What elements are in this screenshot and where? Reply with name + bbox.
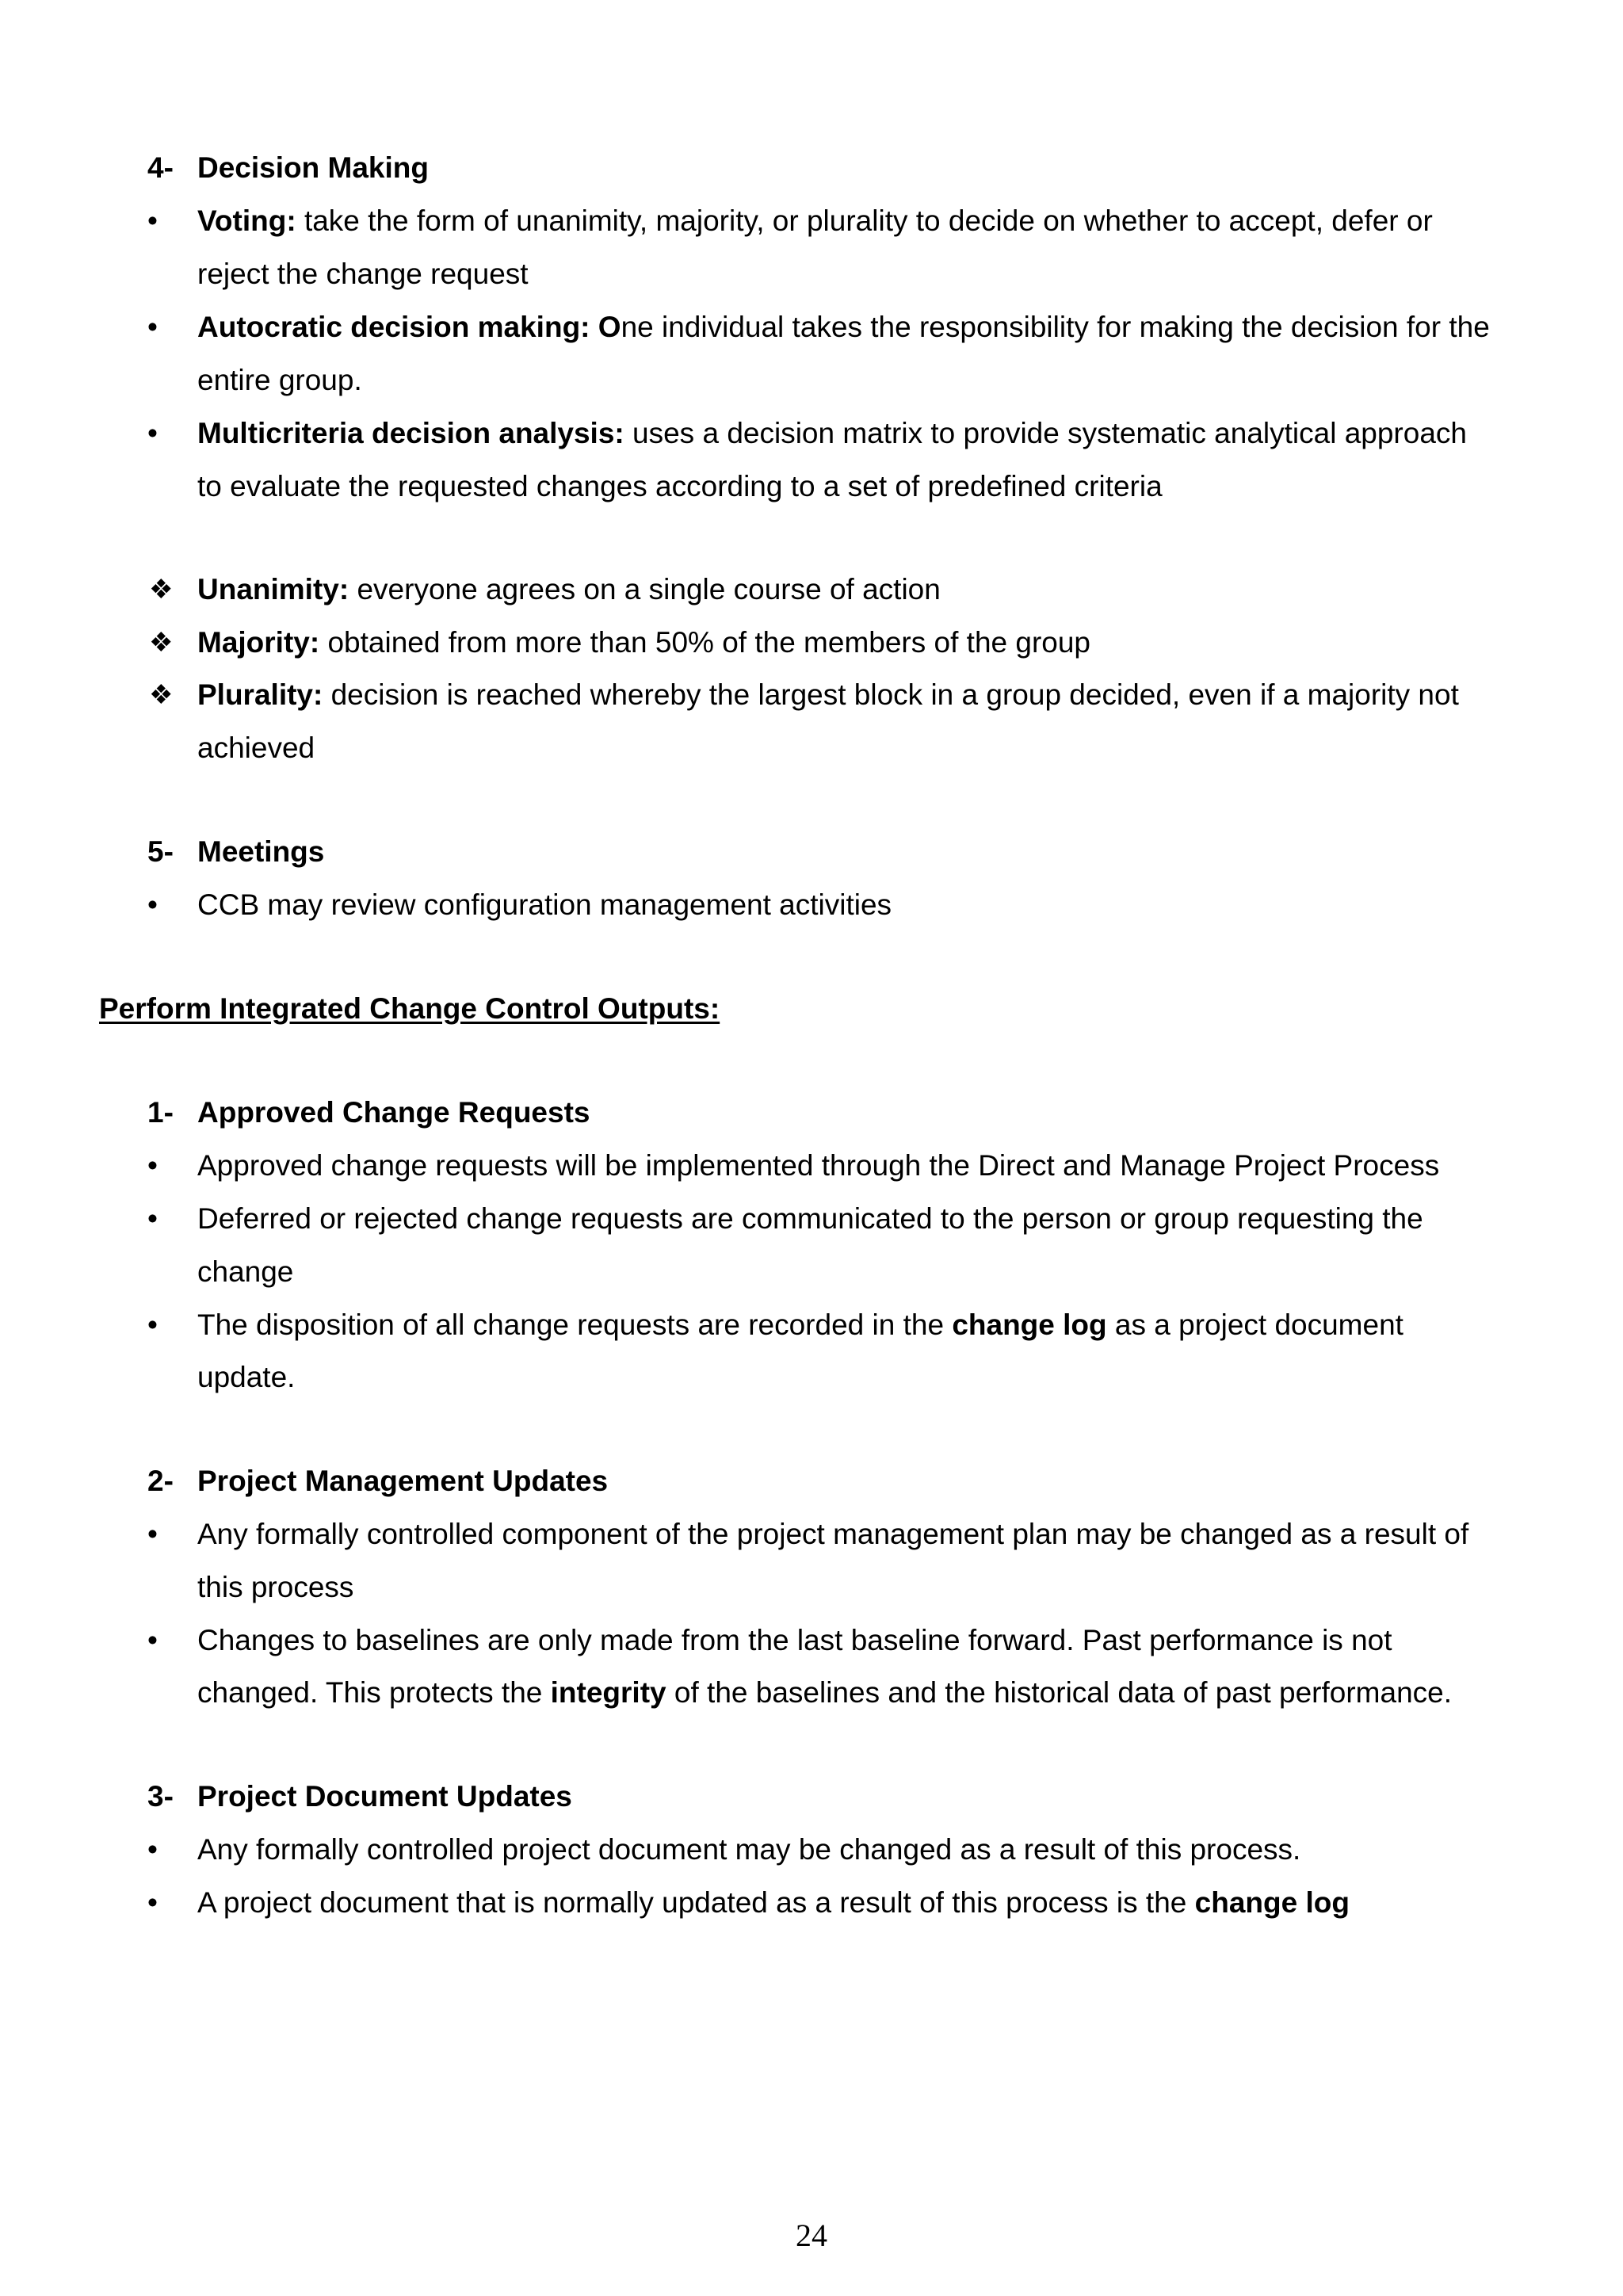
bullet-icon: • bbox=[147, 1308, 158, 1341]
bullet-icon: • bbox=[147, 1833, 158, 1866]
bullet-icon: • bbox=[147, 1518, 158, 1550]
diamond-bullet-icon: ❖ bbox=[149, 680, 174, 710]
bullet-icon: • bbox=[147, 417, 158, 449]
page-number: 24 bbox=[796, 2218, 827, 2253]
document-page: 4- Decision Making • Voting: take the form of unanimity, majority, or plurality to decide on whether to accept, defer or reject the change request • Autocratic decision making: One individual takes the responsibility for making the decision for the entire group. • Multicriteria decision analysis: uses a decision matrix to provide systematic analytical approach to evaluate the requested changes according to a set of predefined criteria ❖ Unanimity: everyone agrees on a single course of action ❖ Majority: obtained from more than 50% of the members of the group ❖ Plurality: decision is reached whereby the largest block in a group decided, even if a majority not achieved 5- Meetings • CCB may review configuration management activities Perform Integrated Change Control Outputs: 1- Approved Change Requests • Approved change requests will be implemented through the Direct and Manage Project Process • Deferred or rejected change requests are communicated to the person or group requesting the change • The disposition of all change requests are recorded in the change log as a project document update. 2- Project Management Updates • Any formally controlled component of the project management plan may be changed as a result of this process • Changes to baselines are only made from the last baseline forward. Past performance is not changed. This protects the integrity of the baselines and the historical data of past performance. 3- Project Document Updates • Any formally controlled project document may be changed as a result of this process. • A project document that is normally updated as a result of this process is the change log 24 bbox=[0, 0, 1623, 2296]
bullet-icon: • bbox=[147, 311, 158, 343]
diamond-bullet-icon: ❖ bbox=[149, 575, 174, 605]
diamond-bullet-icon: ❖ bbox=[149, 628, 174, 658]
bullet-icon: • bbox=[147, 1886, 158, 1919]
bullet-icon: • bbox=[147, 1149, 158, 1182]
bullet-icon: • bbox=[147, 888, 158, 921]
bullet-icon: • bbox=[147, 1202, 158, 1235]
bullet-icon: • bbox=[147, 1624, 158, 1656]
bullet-icon: • bbox=[147, 204, 158, 237]
